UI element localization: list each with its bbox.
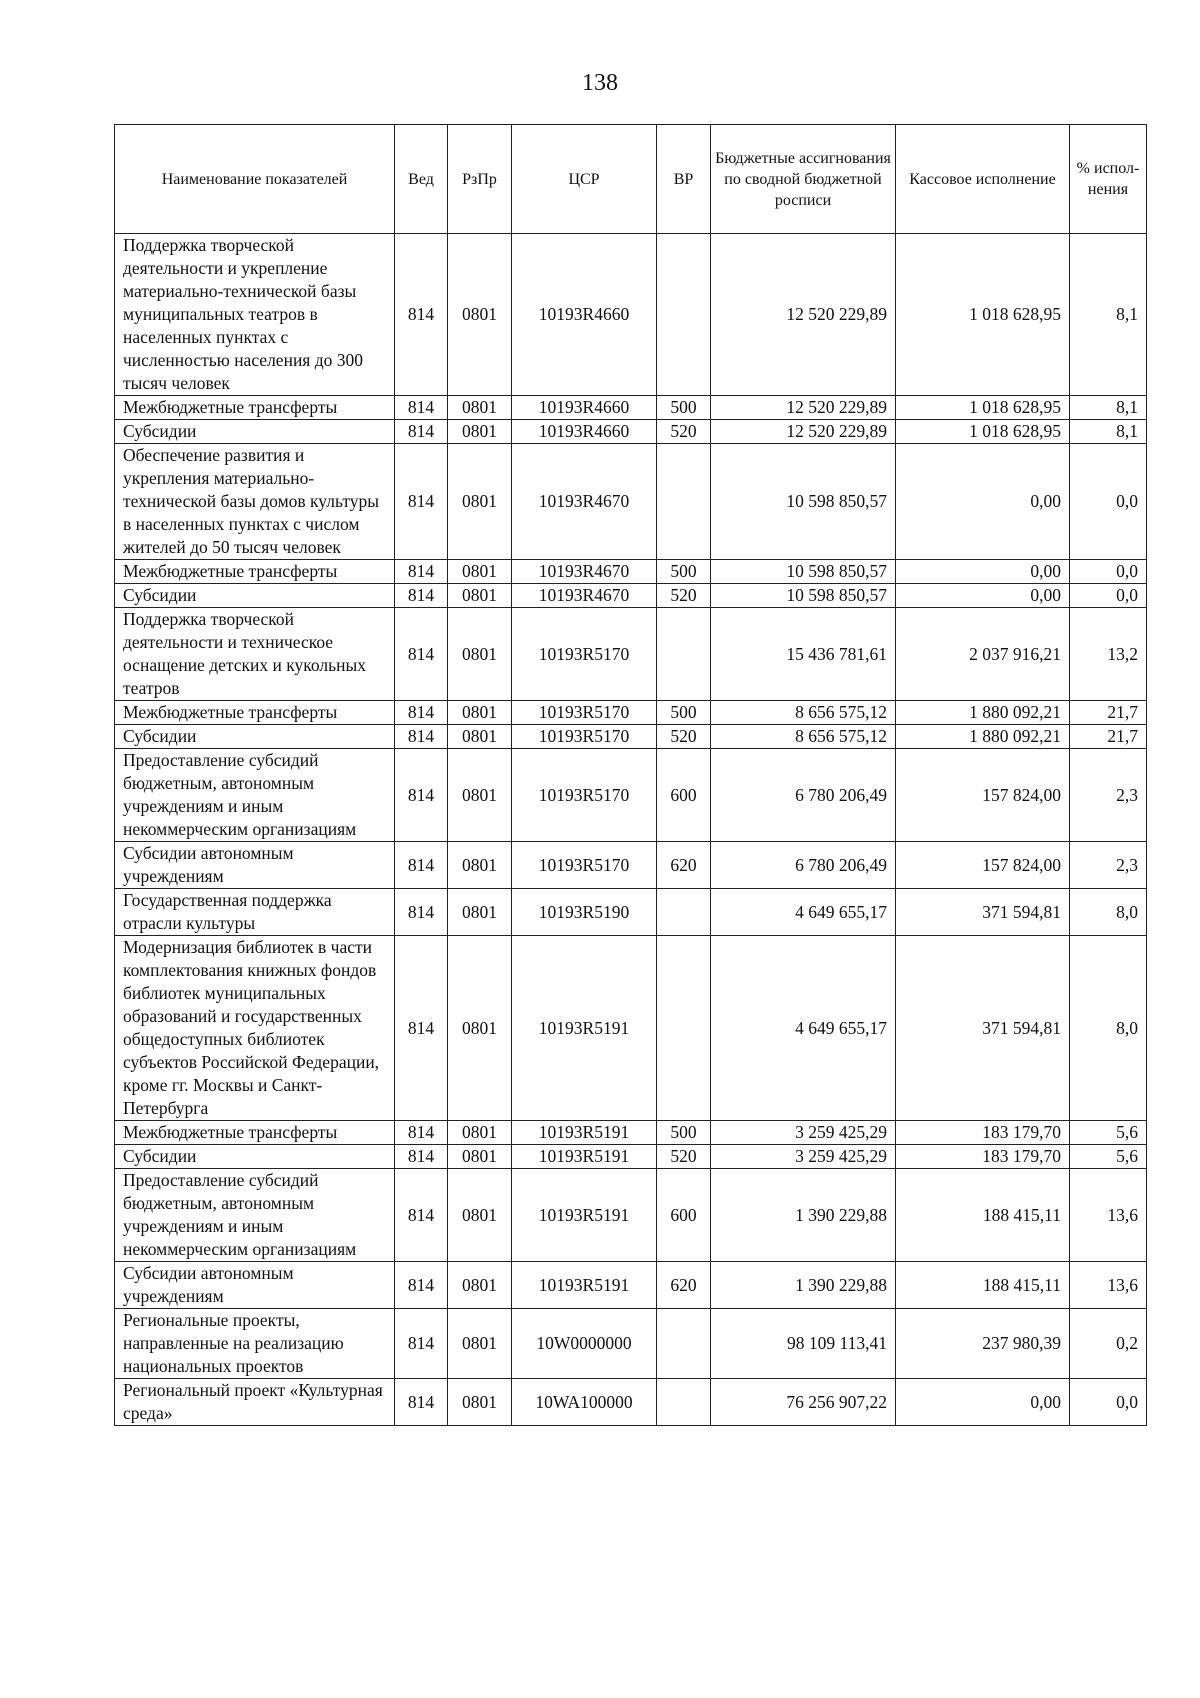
cell-vr: 500 [657,396,711,420]
cell-rzpr: 0801 [448,701,512,725]
cell-cash: 2 037 916,21 [896,608,1070,701]
header-ved: Вед [395,125,448,234]
cell-rzpr: 0801 [448,584,512,608]
cell-vr: 500 [657,701,711,725]
cell-csr: 10193R5170 [512,749,657,842]
table-row [115,842,1147,889]
cell-ved: 814 [395,701,448,725]
cell-name: Региональные проекты, направленные на реализацию национальных проектов [115,1309,395,1379]
cell-percent: 8,0 [1070,889,1147,936]
cell-csr: 10193R5170 [512,701,657,725]
header-csr: ЦСР [512,125,657,234]
cell-rzpr: 0801 [448,842,512,889]
cell-ved: 814 [395,1309,448,1379]
cell-name: Субсидии автономным учреждениям [115,1262,395,1309]
table-row [115,234,1147,396]
cell-budget: 3 259 425,29 [711,1145,896,1169]
header-budget: Бюджетные ассигнования по сводной бюджетной росписи [711,125,896,234]
table-row [115,1262,1147,1309]
cell-csr: 10193R5191 [512,1262,657,1309]
cell-vr [657,234,711,396]
cell-name: Межбюджетные трансферты [115,560,395,584]
cell-name: Субсидии [115,1145,395,1169]
cell-csr: 10193R5170 [512,725,657,749]
cell-ved: 814 [395,234,448,396]
cell-name: Государственная поддержка отрасли культуры [115,889,395,936]
cell-cash: 371 594,81 [896,936,1070,1121]
cell-ved: 814 [395,1262,448,1309]
cell-ved: 814 [395,396,448,420]
cell-cash: 0,00 [896,560,1070,584]
cell-name: Субсидии [115,725,395,749]
table-body [115,234,1147,1426]
cell-csr: 10193R4660 [512,234,657,396]
cell-budget: 4 649 655,17 [711,889,896,936]
cell-name: Межбюджетные трансферты [115,396,395,420]
table-row [115,1309,1147,1379]
cell-name: Межбюджетные трансферты [115,701,395,725]
cell-vr: 500 [657,1121,711,1145]
cell-percent: 5,6 [1070,1121,1147,1145]
cell-vr: 600 [657,1169,711,1262]
cell-csr: 10W0000000 [512,1309,657,1379]
cell-name: Субсидии [115,584,395,608]
cell-vr [657,936,711,1121]
table-row [115,725,1147,749]
cell-budget: 10 598 850,57 [711,444,896,560]
cell-vr: 520 [657,584,711,608]
table-row [115,701,1147,725]
cell-csr: 10193R4660 [512,420,657,444]
cell-budget: 6 780 206,49 [711,842,896,889]
page-number: 138 [582,70,618,96]
cell-budget: 12 520 229,89 [711,234,896,396]
cell-budget: 8 656 575,12 [711,725,896,749]
cell-budget: 98 109 113,41 [711,1309,896,1379]
cell-percent: 2,3 [1070,749,1147,842]
cell-vr: 520 [657,725,711,749]
cell-percent: 0,2 [1070,1309,1147,1379]
table-row [115,889,1147,936]
cell-budget: 12 520 229,89 [711,396,896,420]
cell-ved: 814 [395,725,448,749]
table-row [115,560,1147,584]
cell-budget: 8 656 575,12 [711,701,896,725]
table-header-row [115,125,1147,234]
cell-cash: 237 980,39 [896,1309,1070,1379]
cell-budget: 10 598 850,57 [711,584,896,608]
cell-rzpr: 0801 [448,560,512,584]
cell-percent: 13,2 [1070,608,1147,701]
cell-rzpr: 0801 [448,1262,512,1309]
cell-rzpr: 0801 [448,420,512,444]
table-row [115,420,1147,444]
cell-ved: 814 [395,444,448,560]
budget-table [114,124,1147,1426]
cell-budget: 1 390 229,88 [711,1169,896,1262]
cell-percent: 8,1 [1070,396,1147,420]
cell-name: Межбюджетные трансферты [115,1121,395,1145]
cell-vr [657,889,711,936]
cell-percent: 8,1 [1070,234,1147,396]
cell-csr: 10WA100000 [512,1379,657,1426]
cell-percent: 13,6 [1070,1262,1147,1309]
cell-percent: 0,0 [1070,1379,1147,1426]
cell-vr: 600 [657,749,711,842]
cell-budget: 6 780 206,49 [711,749,896,842]
cell-rzpr: 0801 [448,1309,512,1379]
cell-csr: 10193R5191 [512,936,657,1121]
cell-name: Модернизация библиотек в части комплектования книжных фондов библиотек муниципальных образований и государственных общедоступных библиотек субъектов Российской Федерации, кроме гг. Москвы и Санкт-Петербурга [115,936,395,1121]
cell-name: Предоставление субсидий бюджетным, автономным учреждениям и иным некоммерческим организациям [115,749,395,842]
cell-percent: 21,7 [1070,701,1147,725]
cell-name: Субсидии автономным учреждениям [115,842,395,889]
table-row [115,584,1147,608]
cell-name: Субсидии [115,420,395,444]
cell-vr: 500 [657,560,711,584]
cell-name: Поддержка творческой деятельности и техническое оснащение детских и кукольных театров [115,608,395,701]
cell-name: Региональный проект «Культурная среда» [115,1379,395,1426]
cell-percent: 0,0 [1070,584,1147,608]
cell-csr: 10193R5191 [512,1121,657,1145]
cell-csr: 10193R4660 [512,396,657,420]
table-row [115,396,1147,420]
cell-rzpr: 0801 [448,444,512,560]
cell-cash: 183 179,70 [896,1121,1070,1145]
cell-ved: 814 [395,1379,448,1426]
cell-vr: 620 [657,842,711,889]
cell-csr: 10193R5191 [512,1169,657,1262]
cell-budget: 3 259 425,29 [711,1121,896,1145]
cell-rzpr: 0801 [448,608,512,701]
cell-budget: 12 520 229,89 [711,420,896,444]
cell-budget: 1 390 229,88 [711,1262,896,1309]
table-row [115,1145,1147,1169]
table-row [115,749,1147,842]
table-row [115,444,1147,560]
cell-cash: 0,00 [896,444,1070,560]
cell-vr [657,608,711,701]
cell-cash: 157 824,00 [896,749,1070,842]
cell-ved: 814 [395,1169,448,1262]
cell-cash: 188 415,11 [896,1262,1070,1309]
cell-percent: 2,3 [1070,842,1147,889]
cell-csr: 10193R4670 [512,444,657,560]
cell-cash: 1 018 628,95 [896,396,1070,420]
cell-rzpr: 0801 [448,936,512,1121]
cell-vr: 520 [657,1145,711,1169]
cell-cash: 183 179,70 [896,1145,1070,1169]
cell-budget: 76 256 907,22 [711,1379,896,1426]
cell-ved: 814 [395,608,448,701]
table-row [115,936,1147,1121]
cell-percent: 5,6 [1070,1145,1147,1169]
cell-csr: 10193R5170 [512,608,657,701]
cell-name: Обеспечение развития и укрепления материально-технической базы домов культуры в населенных пунктах с числом жителей до 50 тысяч человек [115,444,395,560]
cell-csr: 10193R4670 [512,584,657,608]
cell-percent: 0,0 [1070,444,1147,560]
cell-percent: 13,6 [1070,1169,1147,1262]
cell-cash: 1 880 092,21 [896,701,1070,725]
cell-rzpr: 0801 [448,1121,512,1145]
cell-cash: 0,00 [896,584,1070,608]
cell-csr: 10193R4670 [512,560,657,584]
table-row [115,1169,1147,1262]
cell-ved: 814 [395,1145,448,1169]
cell-vr [657,444,711,560]
cell-ved: 814 [395,560,448,584]
cell-name: Предоставление субсидий бюджетным, автономным учреждениям и иным некоммерческим организациям [115,1169,395,1262]
cell-rzpr: 0801 [448,234,512,396]
cell-cash: 0,00 [896,1379,1070,1426]
header-vr: ВР [657,125,711,234]
cell-ved: 814 [395,1121,448,1145]
cell-cash: 1 018 628,95 [896,234,1070,396]
cell-csr: 10193R5191 [512,1145,657,1169]
cell-ved: 814 [395,936,448,1121]
cell-vr [657,1379,711,1426]
cell-ved: 814 [395,749,448,842]
cell-cash: 1 880 092,21 [896,725,1070,749]
cell-csr: 10193R5170 [512,842,657,889]
cell-percent: 21,7 [1070,725,1147,749]
header-name: Наименование показателей [115,125,395,234]
cell-budget: 10 598 850,57 [711,560,896,584]
cell-ved: 814 [395,842,448,889]
cell-rzpr: 0801 [448,749,512,842]
cell-rzpr: 0801 [448,725,512,749]
cell-budget: 15 436 781,61 [711,608,896,701]
cell-ved: 814 [395,420,448,444]
cell-vr: 620 [657,1262,711,1309]
header-percent: % испол-нения [1070,125,1147,234]
cell-cash: 371 594,81 [896,889,1070,936]
cell-percent: 0,0 [1070,560,1147,584]
cell-name: Поддержка творческой деятельности и укрепление материально-технической базы муниципальных театров в населенных пунктах с численностью населения до 300 тысяч человек [115,234,395,396]
cell-rzpr: 0801 [448,889,512,936]
cell-cash: 157 824,00 [896,842,1070,889]
cell-vr [657,1309,711,1379]
cell-rzpr: 0801 [448,1169,512,1262]
table-row [115,1379,1147,1426]
cell-cash: 1 018 628,95 [896,420,1070,444]
cell-ved: 814 [395,584,448,608]
header-rzpr: РзПр [448,125,512,234]
cell-vr: 520 [657,420,711,444]
cell-percent: 8,1 [1070,420,1147,444]
cell-rzpr: 0801 [448,396,512,420]
cell-csr: 10193R5190 [512,889,657,936]
cell-budget: 4 649 655,17 [711,936,896,1121]
cell-percent: 8,0 [1070,936,1147,1121]
cell-rzpr: 0801 [448,1145,512,1169]
cell-ved: 814 [395,889,448,936]
header-cash: Кассовое исполнение [896,125,1070,234]
table-row [115,608,1147,701]
cell-rzpr: 0801 [448,1379,512,1426]
table-row [115,1121,1147,1145]
cell-cash: 188 415,11 [896,1169,1070,1262]
